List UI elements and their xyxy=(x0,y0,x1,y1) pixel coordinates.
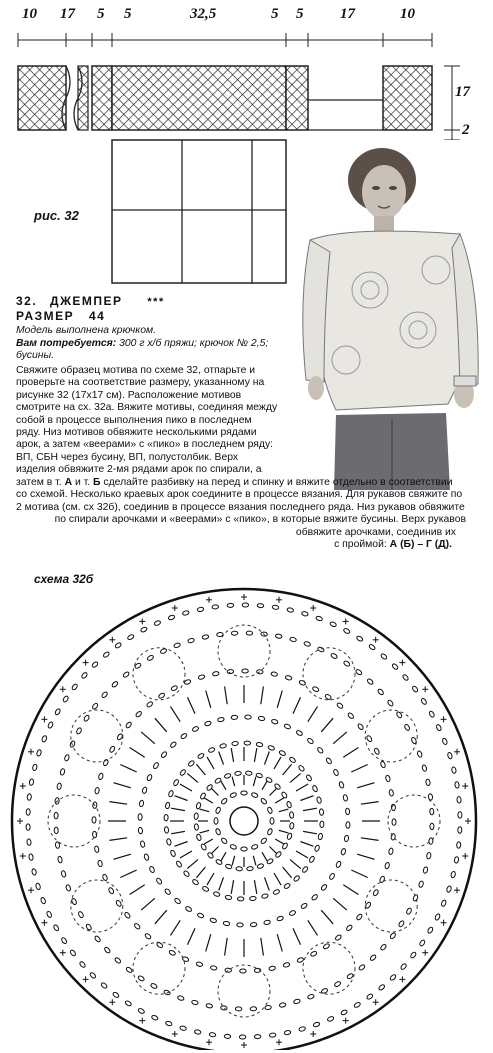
materials-label: Вам потребуется: xyxy=(16,338,117,349)
dim-label-5-b: 5 xyxy=(124,6,132,22)
dim-label-10-left: 10 xyxy=(22,6,37,22)
instruction-line: по спирали арочками и «веерами» с «пико», в которые вяжите бусины. Верх рукавов xyxy=(54,514,466,526)
article-number: 32. xyxy=(16,294,38,308)
difficulty-stars: *** xyxy=(147,296,165,308)
point-a: А xyxy=(64,477,73,488)
dim-label-right-17-a: 17 xyxy=(455,84,470,100)
dim-label-5-c: 5 xyxy=(271,6,279,22)
instruction-line: со схемой. Несколько краевых арок соедините в процессе вязания. Для рукавов свяжите по xyxy=(16,489,463,501)
dim-label-5-a: 5 xyxy=(97,6,105,22)
text-part: затем в т. xyxy=(16,477,65,488)
connection-points: А (Б) – Г (Д). xyxy=(389,539,452,551)
model-note: Модель выполнена крючком. xyxy=(16,325,157,336)
schema-label: схема 32б xyxy=(34,572,94,586)
dim-label-10-right: 10 xyxy=(400,6,415,22)
size-label: РАЗМЕР xyxy=(16,309,75,323)
model-photo xyxy=(296,140,486,490)
instruction-line: ряду. Низ мотивов обвяжите несколькими рядами xyxy=(16,427,257,439)
instructions-narrow xyxy=(16,365,296,477)
figure-label: рис. 32 xyxy=(34,208,79,223)
article-heading xyxy=(16,294,165,308)
instruction-line: ВП, СБН через бусину, ВП, полустолбик. Верх xyxy=(16,451,239,463)
materials-text: 300 г х/б пряжи; крючок № 2,5; бусины. xyxy=(16,338,269,362)
instruction-line-last xyxy=(16,539,486,551)
text-part: и т. xyxy=(72,477,94,488)
dim-label-32-5: 32,5 xyxy=(190,6,217,22)
instruction-line: смотрите на сх. 32а. Вяжите мотивы, соединяя между xyxy=(16,402,278,414)
instruction-line: обвяжите арочками, соединив их xyxy=(295,526,456,538)
size-value: 44 xyxy=(88,309,106,323)
dim-label-right-2: 2 xyxy=(462,122,470,138)
instructions-full xyxy=(16,477,486,551)
point-b: Б xyxy=(93,477,101,488)
instruction-line-points xyxy=(16,477,486,489)
instruction-line: изделия обвяжите 2-мя рядами арок по спирали, а xyxy=(16,464,262,476)
dim-label-17-left: 17 xyxy=(60,6,75,22)
instruction-line: 2 мотива (см. сх 32б), соединив в процессе вязания последнего ряда. Низ рукавов обвяжите xyxy=(16,501,465,513)
text-part: сделайте разбивку на перед и спинку и вяжите отдельно в соответствии xyxy=(100,477,453,488)
instruction-line: арок, а затем «веерами» с «пико» в последнем ряду: xyxy=(16,439,274,451)
materials xyxy=(16,338,294,363)
crochet-chart xyxy=(0,580,493,1050)
article-title: ДЖЕМПЕР xyxy=(50,294,123,308)
dim-label-5-d: 5 xyxy=(296,6,304,22)
text-part: с проймой: xyxy=(334,539,390,551)
instruction-line: проверьте на соответствие размеру, указанному на xyxy=(16,377,265,389)
instruction-line: собой в процессе выполнения пико в последнем xyxy=(16,414,252,426)
instruction-line: Свяжите образец мотива по схеме 32, отпарьте и xyxy=(16,365,256,376)
size-line xyxy=(16,309,105,323)
dim-label-17-right: 17 xyxy=(340,6,355,22)
instruction-line: рисунке 32 (17х17 см). Расположение мотивов xyxy=(16,389,242,401)
